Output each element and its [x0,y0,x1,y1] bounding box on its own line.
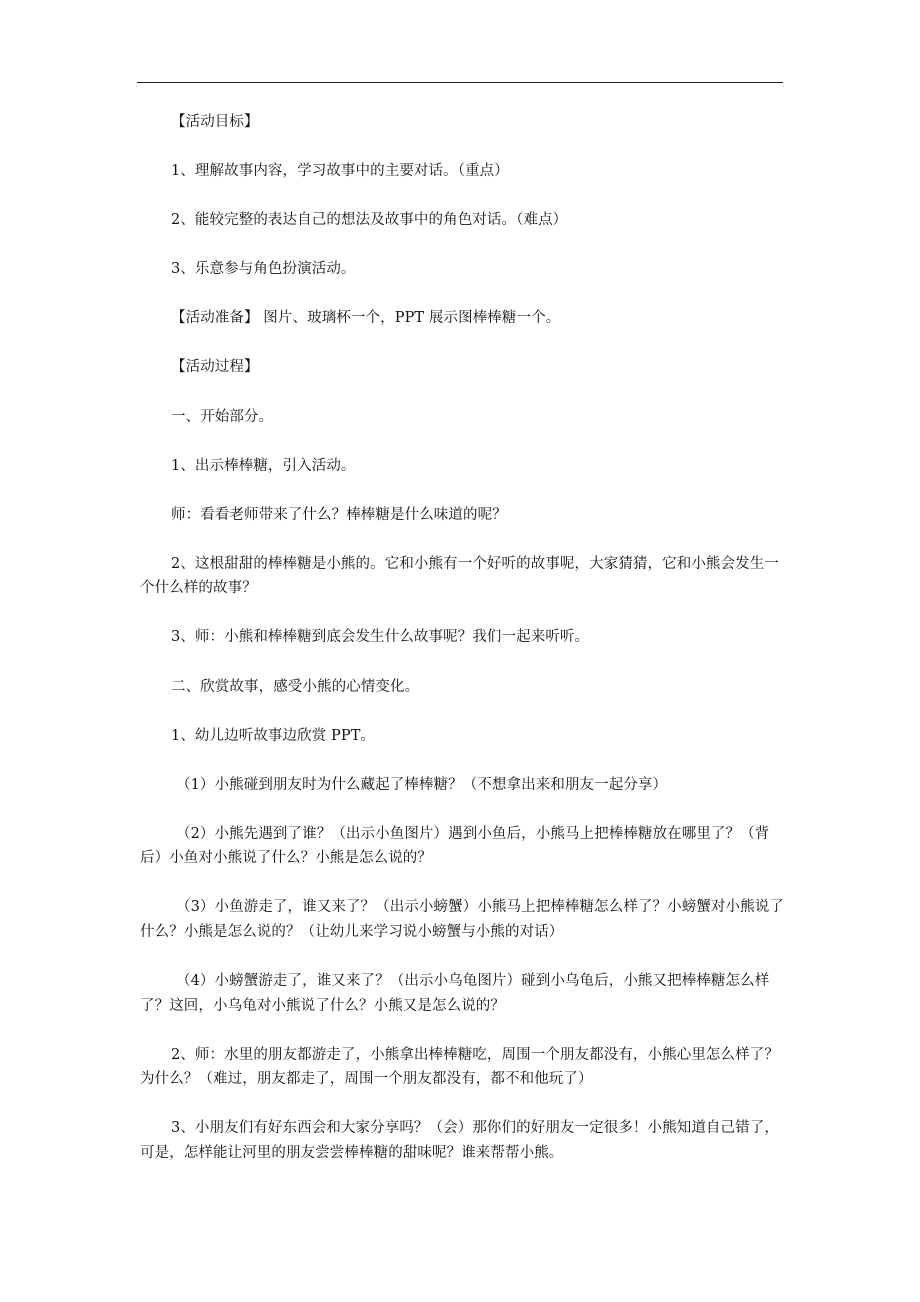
story-step-1: 1、幼儿边听故事边欣赏 PPT。 [171,727,376,744]
goal-item-3: 3、乐意参与角色扮演活动。 [171,261,356,278]
opening-teacher-line: 师：看看老师带来了什么？棒棒糖是什么味道的呢？ [171,506,507,523]
story-question-1: （1）小熊碰到朋友时为什么藏起了棒棒糖？（不想拿出来和朋友一起分享） [176,776,668,793]
story-step-2: 2、师：水里的朋友都游走了，小熊拿出棒棒糖吃，周围一个朋友都没有，小熊心里怎么样了？为什么？（难过，朋友都走了，周围一个朋友都没有，都不和他玩了） [140,1046,779,1088]
header-rule [137,82,783,83]
story-step-3: 3、小朋友们有好东西会和大家分享吗？（会）那你们的好朋友一定很多！小熊知道自己错了，可是，怎样能让河里的朋友尝尝棒棒糖的甜味呢？谁来帮帮小熊。 [140,1120,779,1161]
preparation: 【活动准备】 图片、玻璃杯一个，PPT 展示图棒棒糖一个。 [171,310,561,327]
story-question-4: （4）小螃蟹游走了，谁又来了？（出示小乌龟图片）碰到小乌龟后，小熊又把棒棒糖怎么样了？这回，小乌龟对小熊说了什么？小熊又是怎么说的？ [140,973,770,1014]
opening-step-3: 3、师：小熊和棒棒糖到底会发生什么故事呢？我们一起来听听。 [171,629,590,646]
goal-item-2: 2、能较完整的表达自己的想法及故事中的角色对话。（难点） [171,212,568,229]
process-heading: 【活动过程】 [171,359,259,376]
section-opening: 一、开始部分。 [171,408,274,425]
goal-item-1: 1、理解故事内容，学习故事中的主要对话。（重点） [171,163,509,180]
section-story: 二、欣赏故事，感受小熊的心情变化。 [171,678,420,695]
story-question-2: （2）小熊先遇到了谁？（出示小鱼图片）遇到小鱼后，小熊马上把棒棒糖放在哪里了？（背后）小鱼对小熊说了什么？小熊是怎么说的？ [140,825,770,867]
opening-step-1: 1、出示棒棒糖，引入活动。 [171,457,356,474]
opening-step-2: 2、这根甜甜的棒棒糖是小熊的。它和小熊有一个好听的故事呢，大家猜猜，它和小熊会发生一个什么样的故事？ [140,555,779,597]
story-question-3: （3）小鱼游走了，谁又来了？（出示小螃蟹）小熊马上把棒棒糖怎么样了？小螃蟹对小熊说了什么？小熊是怎么说的？（让幼儿来学习说小螃蟹与小熊的对话） [140,899,784,940]
goal-heading: 【活动目标】 [171,114,259,130]
document-body [140,110,786,1190]
